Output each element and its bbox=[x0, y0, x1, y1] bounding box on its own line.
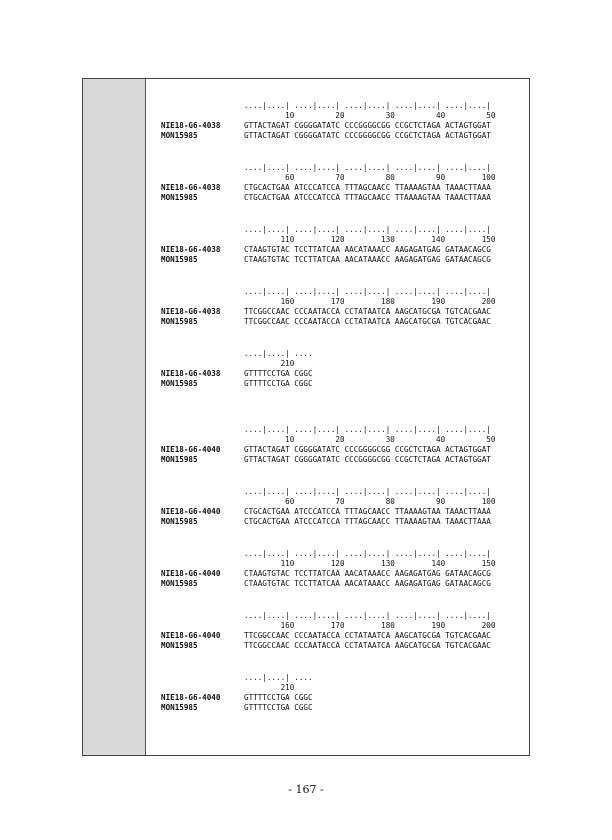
label-spacer bbox=[161, 235, 244, 245]
position-ruler: ....|....| ....|....| ....|....| ....|....| ....|....| bbox=[244, 163, 491, 172]
reference-sequence-row bbox=[161, 131, 519, 141]
position-ruler-row bbox=[161, 425, 519, 435]
reference-label: MON15985 bbox=[161, 379, 198, 388]
label-spacer bbox=[161, 435, 244, 445]
position-ruler: ....|....| ....|....| ....|....| ....|....| ....|....| bbox=[244, 611, 491, 620]
position-numbers-row bbox=[161, 559, 519, 569]
alignment-block bbox=[161, 673, 519, 713]
label-spacer bbox=[161, 225, 244, 235]
page-number: - 167 - bbox=[288, 783, 324, 796]
query-sequence-row bbox=[161, 631, 519, 641]
query-sequence-row bbox=[161, 307, 519, 317]
query-sequence: TTCGGCCAAC CCCAATACCA CCTATAATCA AAGCATGCGA TGTCACGAAC bbox=[244, 307, 491, 316]
reference-label: MON15985 bbox=[161, 641, 198, 650]
position-numbers: 60 70 80 90 100 bbox=[244, 173, 496, 182]
reference-sequence: CTGCACTGAA ATCCCATCCA TTTAGCAACC TTAAAAGTAA TAAACTTAAA bbox=[244, 193, 491, 202]
position-ruler-row bbox=[161, 673, 519, 683]
reference-label: MON15985 bbox=[161, 255, 198, 264]
position-ruler: ....|....| ....|....| ....|....| ....|....| ....|....| bbox=[244, 425, 491, 434]
position-numbers-row bbox=[161, 359, 519, 369]
position-numbers: 110 120 130 140 150 bbox=[244, 235, 496, 244]
alignment-block bbox=[161, 611, 519, 651]
query-sequence: GTTTTCCTGA CGGC bbox=[244, 369, 313, 378]
query-label: NIE18-G6-4038 bbox=[161, 183, 221, 192]
alignment-set bbox=[161, 101, 519, 389]
query-sequence-row bbox=[161, 121, 519, 131]
alignment-block bbox=[161, 349, 519, 389]
alignment-block bbox=[161, 101, 519, 141]
alignment-block bbox=[161, 425, 519, 465]
query-sequence: GTTTTCCTGA CGGC bbox=[244, 693, 313, 702]
position-numbers: 210 bbox=[244, 683, 295, 692]
reference-sequence: CTAAGTGTAC TCCTTATCAA AACATAAACC AAGAGATGAG GATAACAGCG bbox=[244, 255, 491, 264]
label-spacer bbox=[161, 683, 244, 693]
label-spacer bbox=[161, 425, 244, 435]
reference-label: MON15985 bbox=[161, 579, 198, 588]
position-ruler-row bbox=[161, 163, 519, 173]
query-label: NIE18-G6-4038 bbox=[161, 307, 221, 316]
reference-label: MON15985 bbox=[161, 131, 198, 140]
query-label: NIE18-G6-4038 bbox=[161, 245, 221, 254]
reference-sequence-row bbox=[161, 703, 519, 713]
label-spacer bbox=[161, 111, 244, 121]
query-label: NIE18-G6-4040 bbox=[161, 693, 221, 702]
reference-sequence: GTTACTAGAT CGGGGATATC CCCGGGGCGG CCGCTCTAGA ACTAGTGGAT bbox=[244, 455, 491, 464]
left-gray-column bbox=[83, 79, 146, 755]
query-sequence-row bbox=[161, 183, 519, 193]
alignment-set bbox=[161, 425, 519, 713]
position-ruler-row bbox=[161, 349, 519, 359]
query-sequence: CTAAGTGTAC TCCTTATCAA AACATAAACC AAGAGATGAG GATAACAGCG bbox=[244, 569, 491, 578]
label-spacer bbox=[161, 673, 244, 683]
position-ruler: ....|....| ....|....| ....|....| ....|....| ....|....| bbox=[244, 287, 491, 296]
position-numbers: 10 20 30 40 50 bbox=[244, 435, 496, 444]
alignment-content bbox=[161, 101, 519, 735]
position-numbers: 210 bbox=[244, 359, 295, 368]
reference-sequence: GTTTTCCTGA CGGC bbox=[244, 379, 313, 388]
alignment-block bbox=[161, 487, 519, 527]
label-spacer bbox=[161, 559, 244, 569]
query-sequence-row bbox=[161, 445, 519, 455]
query-sequence-row bbox=[161, 693, 519, 703]
position-numbers-row bbox=[161, 621, 519, 631]
position-ruler-row bbox=[161, 101, 519, 111]
reference-label: MON15985 bbox=[161, 703, 198, 712]
query-sequence: CTAAGTGTAC TCCTTATCAA AACATAAACC AAGAGATGAG GATAACAGCG bbox=[244, 245, 491, 254]
position-numbers: 160 170 180 190 200 bbox=[244, 621, 496, 630]
reference-sequence: GTTTTCCTGA CGGC bbox=[244, 703, 313, 712]
label-spacer bbox=[161, 549, 244, 559]
query-sequence-row bbox=[161, 569, 519, 579]
reference-sequence: GTTACTAGAT CGGGGATATC CCCGGGGCGG CCGCTCTAGA ACTAGTGGAT bbox=[244, 131, 491, 140]
position-numbers: 10 20 30 40 50 bbox=[244, 111, 496, 120]
query-sequence: CTGCACTGAA ATCCCATCCA TTTAGCAACC TTAAAAGTAA TAAACTTAAA bbox=[244, 507, 491, 516]
label-spacer bbox=[161, 297, 244, 307]
label-spacer bbox=[161, 101, 244, 111]
label-spacer bbox=[161, 497, 244, 507]
reference-sequence-row bbox=[161, 579, 519, 589]
label-spacer bbox=[161, 359, 244, 369]
label-spacer bbox=[161, 163, 244, 173]
position-ruler: ....|....| ....|....| ....|....| ....|....| ....|....| bbox=[244, 487, 491, 496]
reference-sequence-row bbox=[161, 517, 519, 527]
reference-sequence-row bbox=[161, 379, 519, 389]
alignment-table-frame bbox=[82, 78, 530, 756]
position-numbers-row bbox=[161, 235, 519, 245]
position-numbers-row bbox=[161, 111, 519, 121]
alignment-block bbox=[161, 549, 519, 589]
query-label: NIE18-G6-4040 bbox=[161, 631, 221, 640]
alignment-block bbox=[161, 163, 519, 203]
position-numbers: 60 70 80 90 100 bbox=[244, 497, 496, 506]
reference-sequence-row bbox=[161, 193, 519, 203]
query-label: NIE18-G6-4040 bbox=[161, 569, 221, 578]
reference-sequence: TTCGGCCAAC CCCAATACCA CCTATAATCA AAGCATGCGA TGTCACGAAC bbox=[244, 317, 491, 326]
position-ruler-row bbox=[161, 549, 519, 559]
position-numbers-row bbox=[161, 173, 519, 183]
position-numbers: 110 120 130 140 150 bbox=[244, 559, 496, 568]
reference-label: MON15985 bbox=[161, 193, 198, 202]
position-ruler-row bbox=[161, 487, 519, 497]
label-spacer bbox=[161, 287, 244, 297]
label-spacer bbox=[161, 173, 244, 183]
query-sequence: GTTACTAGAT CGGGGATATC CCCGGGGCGG CCGCTCTAGA ACTAGTGGAT bbox=[244, 445, 491, 454]
position-ruler-row bbox=[161, 611, 519, 621]
position-numbers-row bbox=[161, 497, 519, 507]
query-sequence: TTCGGCCAAC CCCAATACCA CCTATAATCA AAGCATGCGA TGTCACGAAC bbox=[244, 631, 491, 640]
label-spacer bbox=[161, 611, 244, 621]
query-label: NIE18-G6-4038 bbox=[161, 369, 221, 378]
query-label: NIE18-G6-4040 bbox=[161, 445, 221, 454]
position-ruler-row bbox=[161, 287, 519, 297]
reference-sequence-row bbox=[161, 455, 519, 465]
reference-sequence-row bbox=[161, 255, 519, 265]
position-numbers-row bbox=[161, 683, 519, 693]
position-ruler: ....|....| ....|....| ....|....| ....|....| ....|....| bbox=[244, 549, 491, 558]
query-sequence-row bbox=[161, 369, 519, 379]
reference-label: MON15985 bbox=[161, 455, 198, 464]
reference-label: MON15985 bbox=[161, 317, 198, 326]
alignment-block bbox=[161, 225, 519, 265]
label-spacer bbox=[161, 621, 244, 631]
query-sequence: GTTACTAGAT CGGGGATATC CCCGGGGCGG CCGCTCTAGA ACTAGTGGAT bbox=[244, 121, 491, 130]
query-sequence-row bbox=[161, 507, 519, 517]
position-ruler: ....|....| ....|....| ....|....| ....|....| ....|....| bbox=[244, 225, 491, 234]
position-numbers-row bbox=[161, 297, 519, 307]
reference-sequence-row bbox=[161, 641, 519, 651]
position-ruler: ....|....| ....|....| ....|....| ....|....| ....|....| bbox=[244, 101, 491, 110]
query-sequence-row bbox=[161, 245, 519, 255]
reference-sequence: CTGCACTGAA ATCCCATCCA TTTAGCAACC TTAAAAGTAA TAAACTTAAA bbox=[244, 517, 491, 526]
label-spacer bbox=[161, 487, 244, 497]
query-label: NIE18-G6-4040 bbox=[161, 507, 221, 516]
position-ruler-row bbox=[161, 225, 519, 235]
position-ruler: ....|....| .... bbox=[244, 349, 313, 358]
label-spacer bbox=[161, 349, 244, 359]
position-numbers: 160 170 180 190 200 bbox=[244, 297, 496, 306]
position-ruler: ....|....| .... bbox=[244, 673, 313, 682]
reference-sequence: CTAAGTGTAC TCCTTATCAA AACATAAACC AAGAGATGAG GATAACAGCG bbox=[244, 579, 491, 588]
reference-sequence-row bbox=[161, 317, 519, 327]
position-numbers-row bbox=[161, 435, 519, 445]
reference-label: MON15985 bbox=[161, 517, 198, 526]
reference-sequence: TTCGGCCAAC CCCAATACCA CCTATAATCA AAGCATGCGA TGTCACGAAC bbox=[244, 641, 491, 650]
query-sequence: CTGCACTGAA ATCCCATCCA TTTAGCAACC TTAAAAGTAA TAAACTTAAA bbox=[244, 183, 491, 192]
alignment-block bbox=[161, 287, 519, 327]
query-label: NIE18-G6-4038 bbox=[161, 121, 221, 130]
